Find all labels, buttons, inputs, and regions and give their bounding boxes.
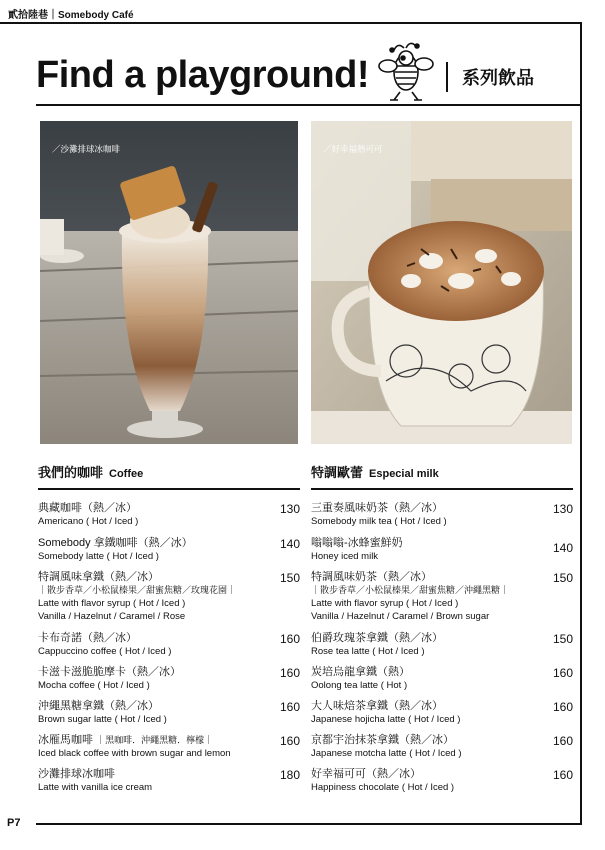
bee-mascot-icon <box>376 40 436 104</box>
menu-item <box>38 502 300 528</box>
item-name-zh: 冰雁馬咖啡 <box>38 734 93 746</box>
item-name-en: Honey iced milk <box>311 551 379 562</box>
header-divider <box>446 62 448 92</box>
item-name-zh: 特調風味拿鐵（熱／冰） <box>38 571 159 583</box>
item-name-en: Latte with flavor syrup ( Hot / Iced ) <box>311 598 459 609</box>
item-name-zh: 京都宇治抹茶拿鐵（熱／冰） <box>311 734 454 746</box>
item-price: 160 <box>552 666 573 680</box>
item-name-zh: 典藏咖啡（熱／冰） <box>38 502 137 514</box>
top-bar <box>0 0 580 24</box>
item-price: 160 <box>279 632 300 646</box>
item-name-en: Happiness chocolate ( Hot / Iced ) <box>311 782 455 793</box>
section-heading <box>38 462 300 484</box>
item-name-zh: 三重奏風味奶茶（熱／冰） <box>311 502 443 514</box>
frame-right-rule <box>580 22 582 825</box>
item-price: 130 <box>279 502 300 516</box>
item-name-en: Japanese hojicha latte ( Hot / Iced ) <box>311 714 461 725</box>
item-price: 160 <box>279 734 300 748</box>
milk-section <box>311 462 573 793</box>
item-name-en: Somebody milk tea ( Hot / Iced ) <box>311 516 447 527</box>
menu-item <box>311 502 573 528</box>
item-price: 160 <box>279 666 300 680</box>
photo-caption: ／沙灘排球冰咖啡 <box>52 144 121 154</box>
section-heading-zh: 特調歐蕾 <box>311 465 364 480</box>
item-note: ｜散步香草／小松鼠榛果／甜蜜焦糖／玫瑰花園｜ <box>38 585 237 595</box>
page-number: P7 <box>7 817 21 829</box>
item-price: 180 <box>279 768 300 782</box>
menu-item <box>38 537 300 563</box>
item-name-zh: 沖繩黑糖拿鐵（熱／冰） <box>38 700 159 712</box>
menu-item <box>38 700 300 726</box>
item-flavors-en: Vanilla / Hazelnut / Caramel / Rose <box>38 611 186 622</box>
section-rule <box>38 488 300 490</box>
item-note: ｜黑咖啡．沖繩黑糖．檸檬｜ <box>96 735 214 745</box>
menu-item <box>311 700 573 726</box>
item-price: 160 <box>552 768 573 782</box>
section-heading-zh: 我們的咖啡 <box>38 465 104 480</box>
item-name-en: Somebody latte ( Hot / Iced ) <box>38 551 159 562</box>
item-flavors-en: Vanilla / Hazelnut / Caramel / Brown sugar <box>311 611 490 622</box>
item-price: 130 <box>552 502 573 516</box>
menu-item <box>311 768 573 794</box>
menu-item <box>38 734 300 760</box>
menu-item <box>311 666 573 692</box>
coffee-section <box>38 462 300 793</box>
item-name-en: Brown sugar latte ( Hot / Iced ) <box>38 714 167 725</box>
menu-item <box>38 632 300 658</box>
menu-item <box>311 537 573 563</box>
item-name-zh: 伯爵玫瑰茶拿鐵（熱／冰） <box>311 632 443 644</box>
frame-bottom-rule <box>36 823 582 825</box>
item-name-en: Latte with flavor syrup ( Hot / Iced ) <box>38 598 186 609</box>
item-name-zh: 炭培烏龍拿鐵（熱） <box>311 666 410 678</box>
menu-item <box>311 571 573 623</box>
item-note: ｜散步香草／小松鼠榛果／甜蜜焦糖／沖繩黑糖｜ <box>311 585 510 595</box>
item-name-en: Cappuccino coffee ( Hot / Iced ) <box>38 646 172 657</box>
item-price: 150 <box>552 632 573 646</box>
item-name-zh: Somebody 拿鐵咖啡（熱／冰） <box>38 537 193 549</box>
brand-label: 貳拾陸巷｜Somebody Café <box>8 10 134 21</box>
item-price: 150 <box>279 571 300 585</box>
item-price: 140 <box>552 541 573 555</box>
menu-item <box>38 666 300 692</box>
item-name-zh: 特調風味奶茶（熱／冰） <box>311 571 432 583</box>
item-name-zh: 卡布奇諾（熱／冰） <box>38 632 137 644</box>
header-rule <box>36 104 580 106</box>
menu-item <box>38 571 300 623</box>
item-name-en: Latte with vanilla ice cream <box>38 782 153 793</box>
item-price: 160 <box>552 734 573 748</box>
item-name-zh: 好幸福可可（熱／冰） <box>311 768 421 780</box>
top-rule <box>0 22 580 24</box>
section-rule <box>311 488 573 490</box>
item-price: 150 <box>552 571 573 585</box>
item-name-en: Japanese motcha latte ( Hot / Iced ) <box>311 748 462 759</box>
section-heading-en: Coffee <box>109 468 144 480</box>
item-name-zh: 大人味焙茶拿鐵（熱／冰） <box>311 700 443 712</box>
item-name-en: Rose tea latte ( Hot / Iced ) <box>311 646 425 657</box>
section-heading-en: Especial milk <box>369 468 439 480</box>
item-name-zh: 卡滋卡滋脆脆摩卡（熱／冰） <box>38 666 181 678</box>
photo-iced-coffee <box>40 121 298 444</box>
page-subtitle: 系列飲品 <box>462 68 534 88</box>
item-name-en: Americano ( Hot / Iced ) <box>38 516 139 527</box>
menu-item <box>38 768 300 794</box>
item-price: 140 <box>279 537 300 551</box>
item-price: 160 <box>279 700 300 714</box>
item-name-zh: 嗡嗡嗡-冰蜂蜜鮮奶 <box>311 537 403 549</box>
page-header <box>36 40 580 110</box>
item-name-zh: 沙灘排球冰咖啡 <box>38 768 115 780</box>
item-name-en: Iced black coffee with brown sugar and lemon <box>38 748 231 759</box>
menu-item <box>311 632 573 658</box>
item-name-en: Mocha coffee ( Hot / Iced ) <box>38 680 150 691</box>
menu-item <box>311 734 573 760</box>
photo-hot-cocoa <box>311 121 572 444</box>
item-name-en: Oolong tea latte ( Hot ) <box>311 680 408 691</box>
section-heading <box>311 462 573 484</box>
photo-caption: ／好幸福熱可可 <box>323 144 383 154</box>
page-title: Find a playground! <box>36 54 369 96</box>
item-price: 160 <box>552 700 573 714</box>
